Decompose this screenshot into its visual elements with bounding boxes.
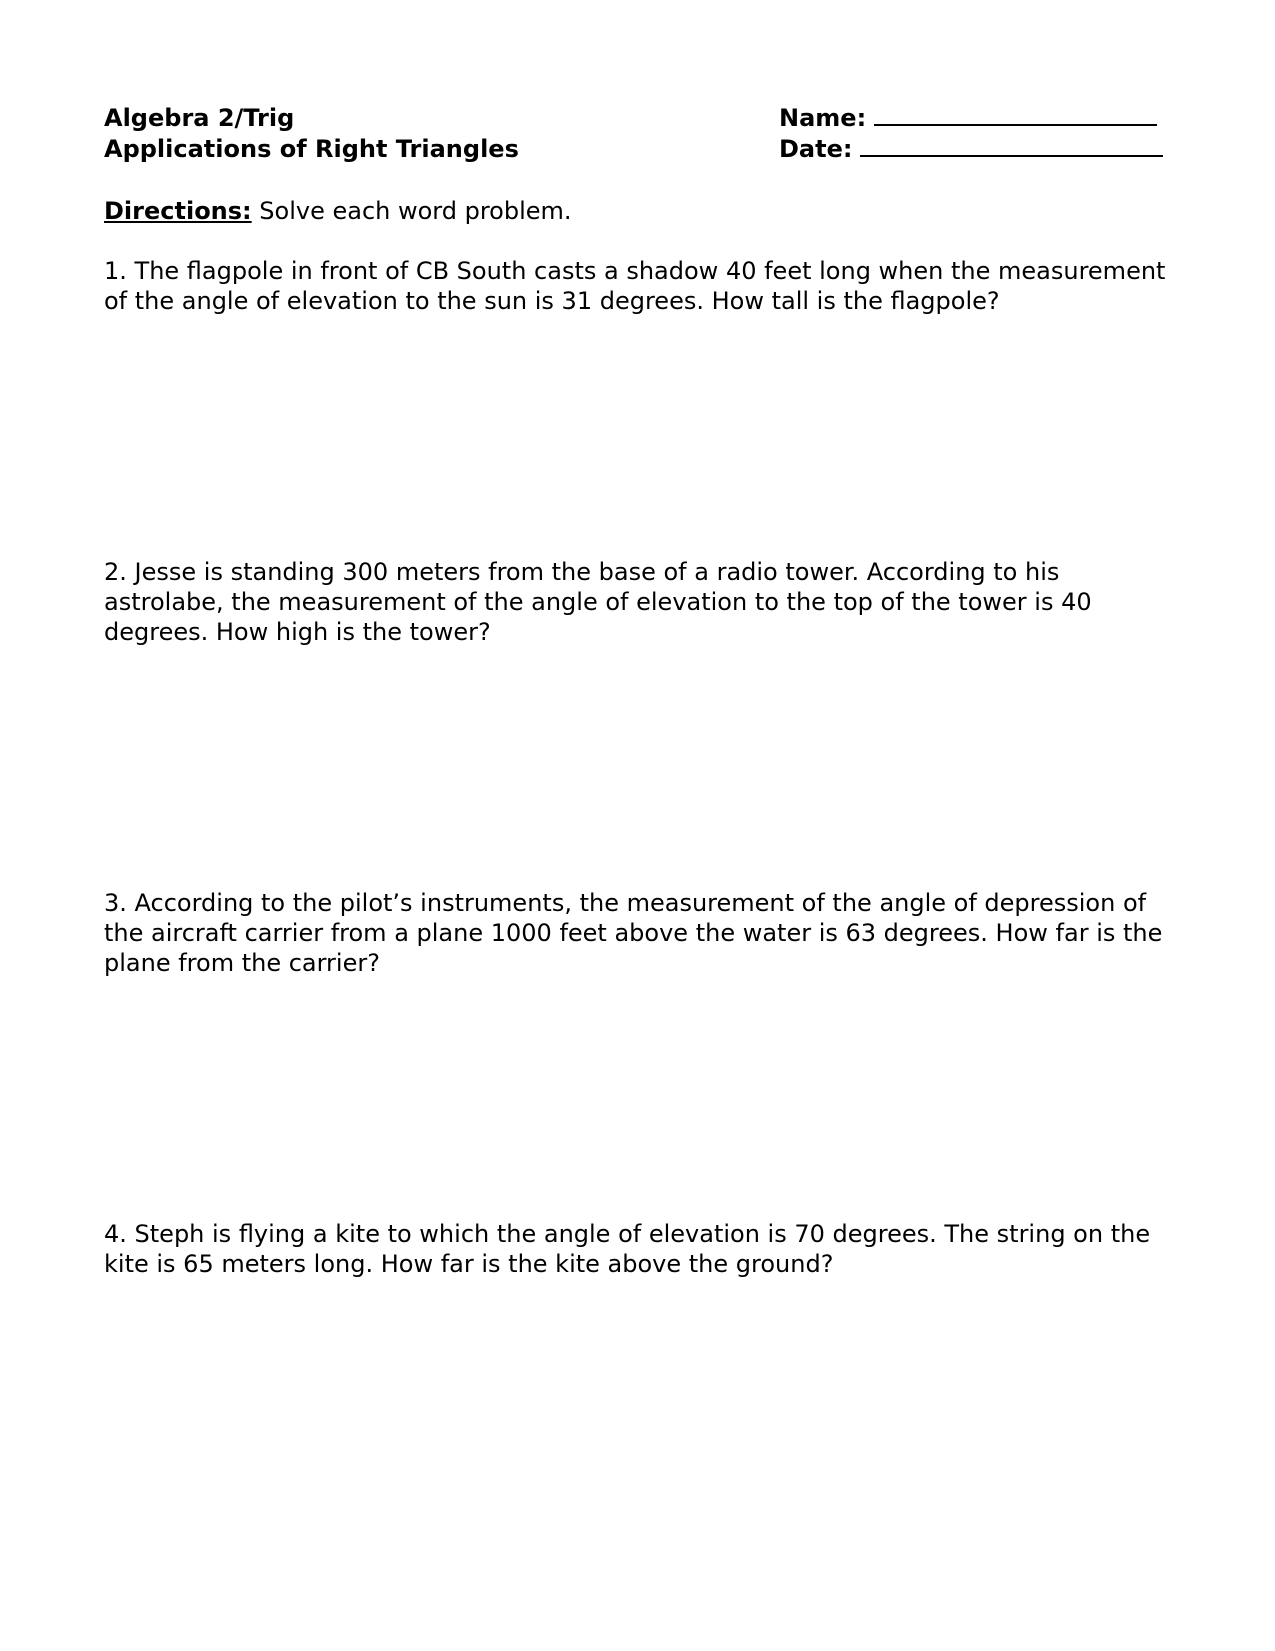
directions-text: Solve each word problem. xyxy=(251,197,572,225)
worksheet-header xyxy=(104,103,519,165)
worksheet-title: Applications of Right Triangles xyxy=(104,135,519,163)
name-field xyxy=(779,103,1163,134)
problem-1: 1. The flagpole in front of CB South casts a shadow 40 feet long when the measurement of the angle of elevation to the sun is 31 degrees. How tall is the flagpole? xyxy=(104,257,1166,315)
date-field xyxy=(779,134,1163,165)
directions xyxy=(104,196,572,226)
name-blank-line[interactable] xyxy=(874,104,1157,126)
date-label: Date: xyxy=(779,135,853,163)
problem-3: 3. According to the pilot’s instruments, the measurement of the angle of depression of the aircraft carrier from a plane 1000 feet above the water is 63 degrees. How far is the plane from the carrier? xyxy=(104,889,1163,977)
student-info xyxy=(779,103,1163,165)
date-blank-line[interactable] xyxy=(860,135,1163,157)
course-title: Algebra 2/Trig xyxy=(104,104,295,132)
directions-label: Directions: xyxy=(104,197,252,225)
problem-4: 4. Steph is flying a kite to which the angle of elevation is 70 degrees. The string on the kite is 65 meters long. How far is the kite above the ground? xyxy=(104,1220,1151,1278)
name-label: Name: xyxy=(779,104,867,132)
problem-2: 2. Jesse is standing 300 meters from the base of a radio tower. According to his astrolabe, the measurement of the angle of elevation to the top of the tower is 40 degrees. How high is the tower? xyxy=(104,558,1092,646)
